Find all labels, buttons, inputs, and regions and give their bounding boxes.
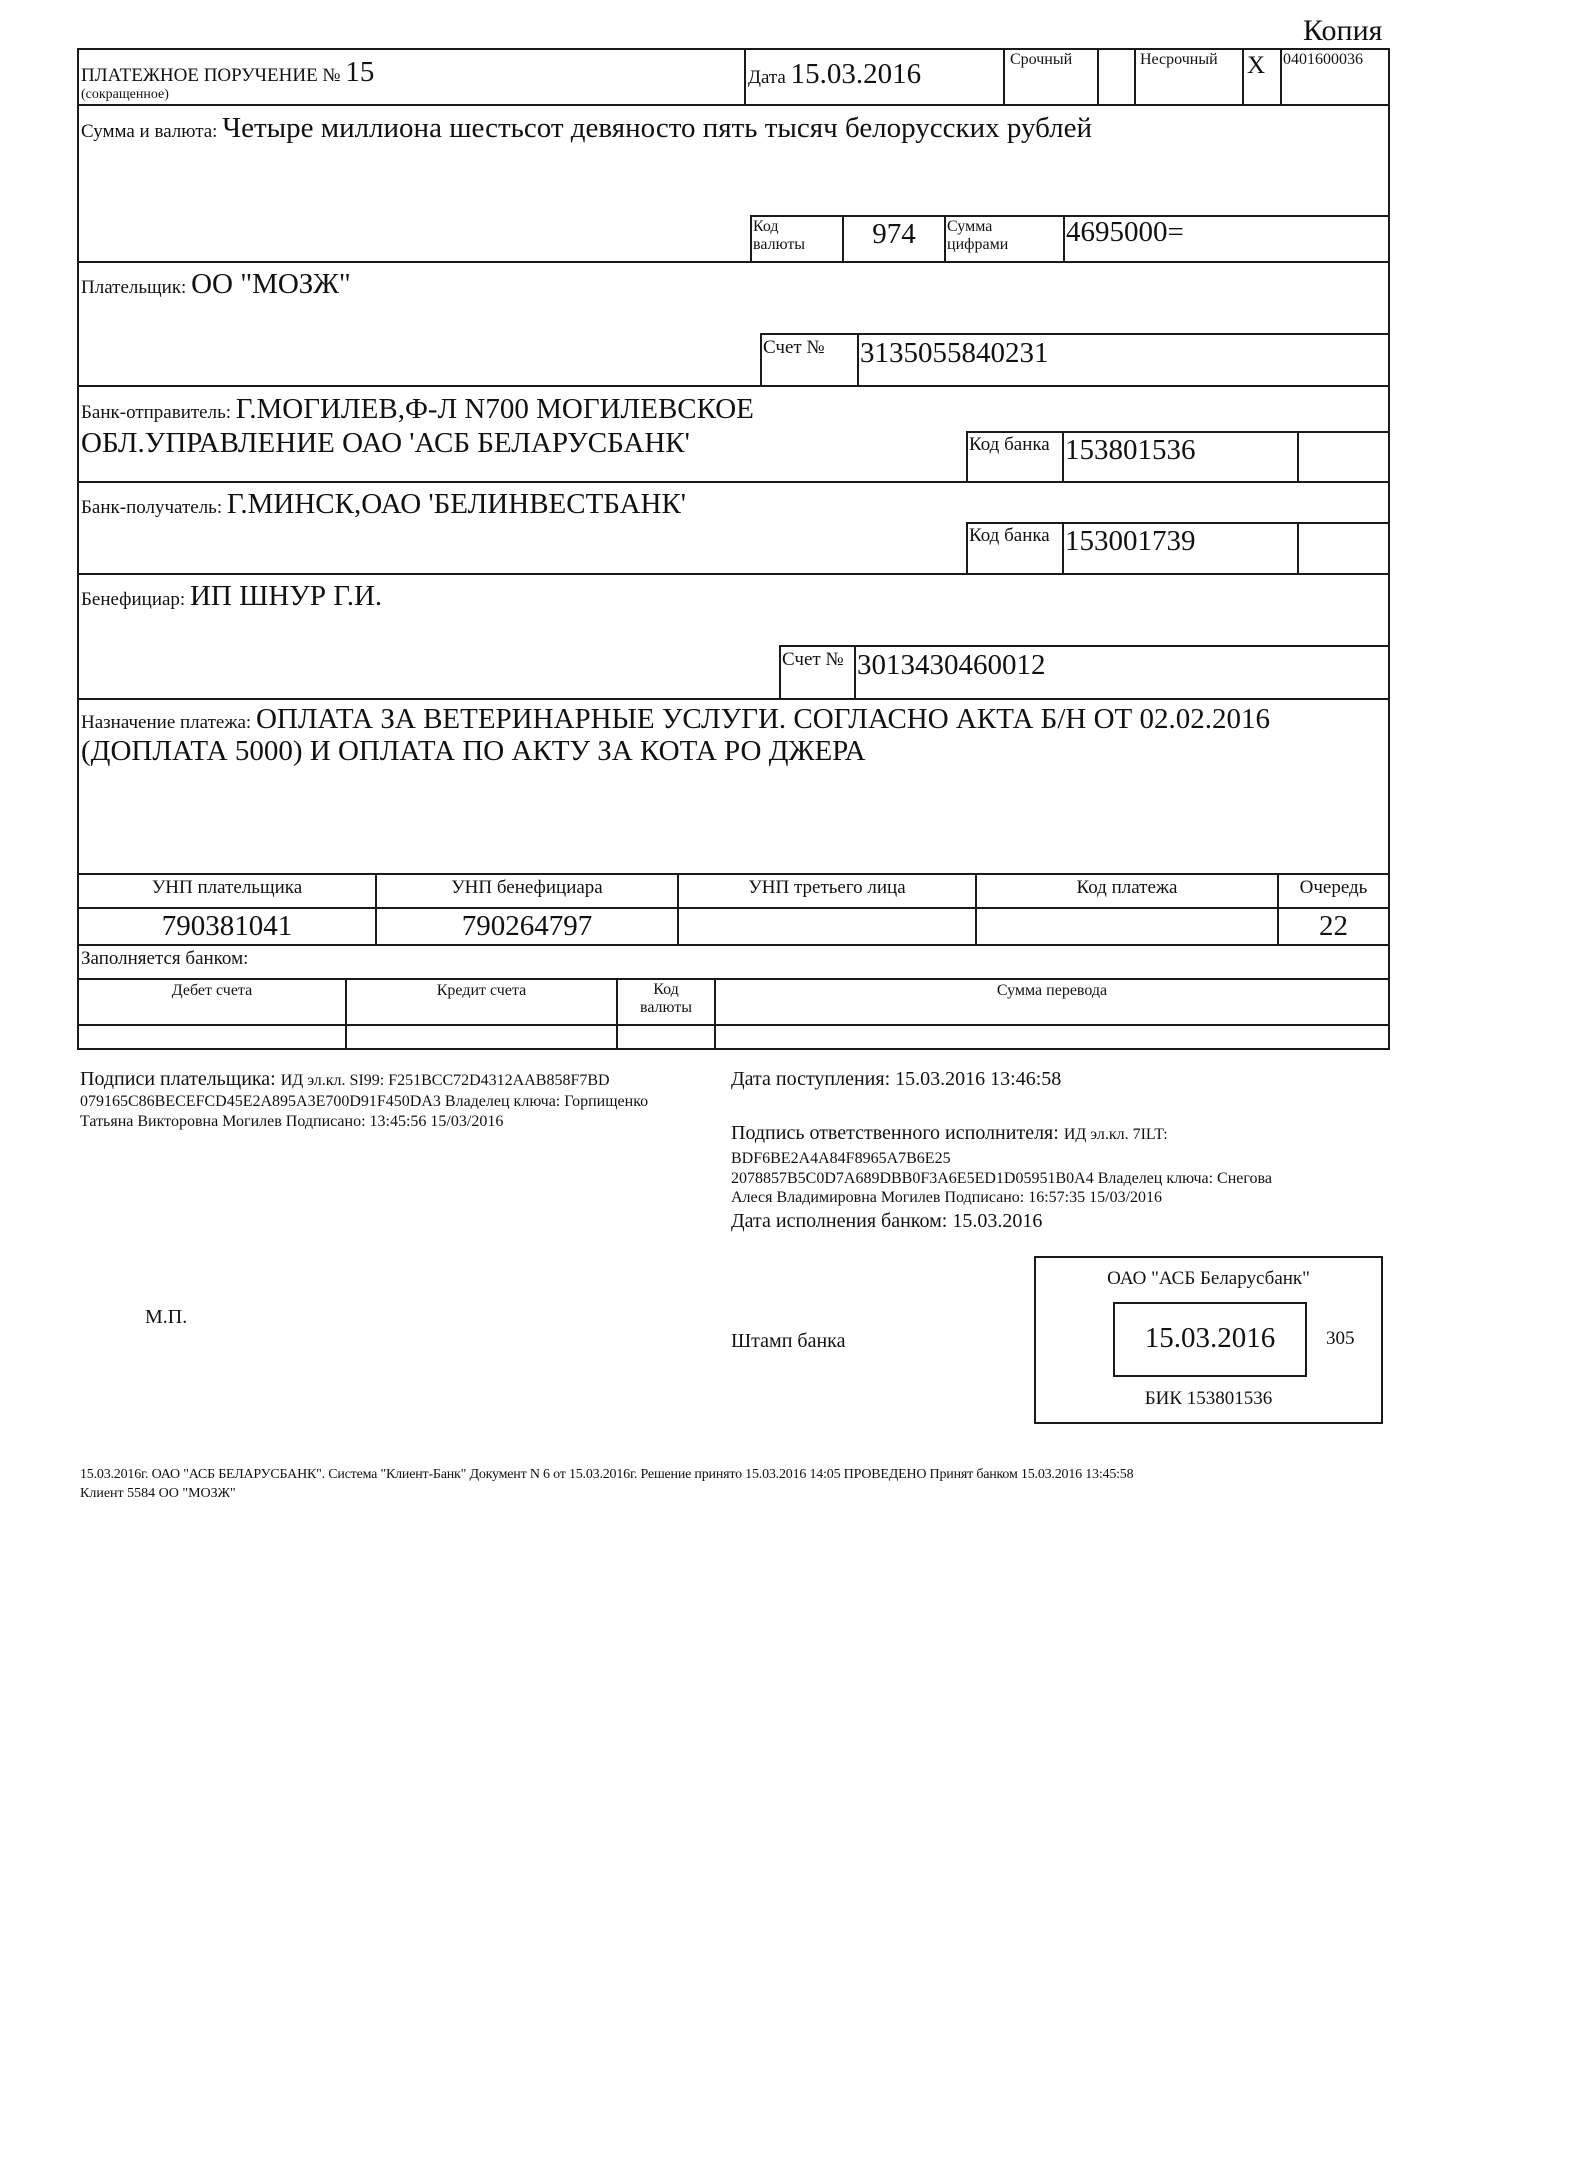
receipt-date-field: [731, 1068, 1061, 1091]
amount-digits: 4695000=: [1066, 216, 1184, 248]
unp-header-third-party: УНП третьего лица: [748, 877, 906, 898]
amount-digits-label-2: цифрами: [947, 236, 1009, 253]
seal-place-label: М.П.: [145, 1306, 188, 1328]
payer-signature-field: [80, 1068, 610, 1091]
unp-header-beneficiary: УНП бенефициара: [451, 877, 603, 898]
receiver-bank-code-label: Код банка: [969, 525, 1050, 546]
form-code: 0401600036: [1283, 51, 1363, 68]
payer-signature-line-1: ИД эл.кл. SI99: F251BCC72D4312AAB858F7BD: [280, 1072, 610, 1089]
bank-col-debit: Дебет счета: [171, 982, 253, 999]
beneficiary-account: 3013430460012: [857, 649, 1046, 681]
sender-bank-field: [81, 393, 754, 426]
form-subtitle: (сокращенное): [81, 87, 169, 102]
purpose-field: [81, 703, 1270, 736]
unp-header-payment-code: Код платежа: [1076, 877, 1178, 898]
amount-words: Четыре миллиона шестьсот девяносто пять тысяч белорусских рублей: [222, 112, 1093, 144]
stamp-date: 15.03.2016: [1144, 1322, 1276, 1354]
copy-label: Копия: [1303, 14, 1383, 47]
execution-date-field: [731, 1210, 1042, 1233]
receiver-bank-code: 153001739: [1065, 525, 1196, 557]
stamp-bank-name: ОАО "АСБ Беларусбанк": [1107, 1268, 1310, 1289]
currency-code-label-1: Код: [753, 218, 779, 235]
receiver-bank-label: Банк-получатель:: [81, 497, 223, 518]
date-field: [748, 58, 921, 91]
amount-field: [81, 112, 1092, 145]
amount-digits-label-1: Сумма: [947, 218, 993, 235]
currency-code-label: [753, 218, 805, 254]
currency-code: 974: [872, 218, 916, 250]
execution-date-label: Дата исполнения банком:: [731, 1210, 948, 1232]
purpose-line-2: (ДОПЛАТА 5000) И ОПЛАТА ПО АКТУ ЗА КОТА РО ДЖЕРА: [81, 735, 866, 767]
unp-payer: 790381041: [161, 910, 293, 942]
bank-col-credit: Кредит счета: [436, 982, 527, 999]
order-number: 15: [345, 56, 375, 88]
order-date: 15.03.2016: [790, 58, 922, 90]
payer-signature-line-2: 079165C86BECEFCD45E2A895A3E700D91F450DA3 Владелец ключа: Горпищенко: [80, 1093, 649, 1110]
purpose-line-1: ОПЛАТА ЗА ВЕТЕРИНАРНЫЕ УСЛУГИ. СОГЛАСНО АКТА Б/Н ОТ 02.02.2016: [255, 703, 1270, 735]
purpose-label: Назначение платежа:: [81, 712, 252, 733]
execution-date: 15.03.2016: [952, 1210, 1043, 1232]
bank-section-label: Заполняется банком:: [81, 948, 249, 969]
currency-code-label-2: валюты: [753, 236, 806, 253]
bank-stamp-label: Штамп банка: [731, 1330, 846, 1352]
date-label: Дата: [748, 67, 786, 88]
nonurgent-label: Несрочный: [1140, 51, 1218, 68]
payer-field: [81, 268, 351, 301]
beneficiary-account-label: Счет №: [782, 649, 844, 670]
beneficiary-field: [81, 580, 382, 613]
sender-bank-code: 153801536: [1065, 434, 1196, 466]
stamp-number: 305: [1326, 1328, 1355, 1349]
executor-signature-label: Подпись ответственного исполнителя:: [731, 1122, 1059, 1144]
payer-signature-line-3: Татьяна Викторовна Могилев Подписано: 13:45:56 15/03/2016: [80, 1113, 504, 1130]
sender-bank-line-1: Г.МОГИЛЕВ,Ф-Л N700 МОГИЛЕВСКОЕ: [235, 393, 754, 425]
receipt-date-label: Дата поступления:: [731, 1068, 891, 1090]
beneficiary-label: Бенефициар:: [81, 589, 186, 610]
bank-col-amount: Сумма перевода: [996, 982, 1108, 999]
payer-label: Плательщик:: [81, 277, 187, 298]
footer-line-1: 15.03.2016г. ОАО "АСБ БЕЛАРУСБАНК". Система "Клиент-Банк" Документ N 6 от 15.03.2016г. Решение принято 15.03.2016 14:05 ПРОВЕДЕНО Принят банком 15.03.2016 13:45:58: [80, 1467, 1134, 1482]
bank-col-currency-2: валюты: [639, 999, 693, 1016]
payer-account: 3135055840231: [860, 337, 1049, 369]
amount-digits-label: [947, 218, 1008, 254]
stamp-bik: БИК 153801536: [1144, 1388, 1273, 1409]
sender-bank-label: Банк-отправитель:: [81, 402, 232, 423]
unp-beneficiary: 790264797: [461, 910, 593, 942]
receipt-date: 15.03.2016 13:46:58: [895, 1068, 1062, 1090]
payer-account-label: Счет №: [763, 337, 825, 358]
unp-header-payer: УНП плательщика: [151, 877, 303, 898]
executor-signature-line-1: ИД эл.кл. 7ILT:: [1063, 1126, 1168, 1143]
receiver-bank-field: [81, 488, 686, 521]
executor-signature-line-4: Алеся Владимировна Могилев Подписано: 16:57:35 15/03/2016: [731, 1189, 1163, 1206]
bank-col-currency-1: Код: [653, 981, 679, 998]
payment-queue: 22: [1319, 910, 1348, 942]
sender-bank-line-2: ОБЛ.УПРАВЛЕНИЕ ОАО 'АСБ БЕЛАРУСБАНК': [81, 427, 690, 459]
unp-header-queue: Очередь: [1299, 877, 1368, 898]
amount-label: Сумма и валюта:: [81, 121, 218, 142]
executor-signature-field: [731, 1122, 1168, 1145]
bank-col-currency: [618, 981, 714, 1017]
receiver-bank-name: Г.МИНСК,ОАО 'БЕЛИНВЕСТБАНК': [226, 488, 687, 520]
payer-name: ОО "МОЗЖ": [191, 268, 351, 300]
urgent-label: Срочный: [1010, 51, 1073, 68]
payer-signature-label: Подписи плательщика:: [80, 1068, 276, 1090]
executor-signature-line-2: BDF6BE2A4A84F8965A7B6E25: [731, 1150, 951, 1167]
form-title: [81, 56, 374, 89]
executor-signature-line-3: 2078857B5C0D7A689DBB0F3A6E5ED1D05951B0A4 Владелец ключа: Снегова: [731, 1170, 1272, 1187]
nonurgent-mark: X: [1247, 52, 1266, 79]
beneficiary-name: ИП ШНУР Г.И.: [189, 580, 383, 612]
footer-line-2: Клиент 5584 ОО "МОЗЖ": [80, 1486, 236, 1501]
form-title-text: ПЛАТЕЖНОЕ ПОРУЧЕНИЕ №: [81, 65, 341, 86]
sender-bank-code-label: Код банка: [969, 434, 1050, 455]
